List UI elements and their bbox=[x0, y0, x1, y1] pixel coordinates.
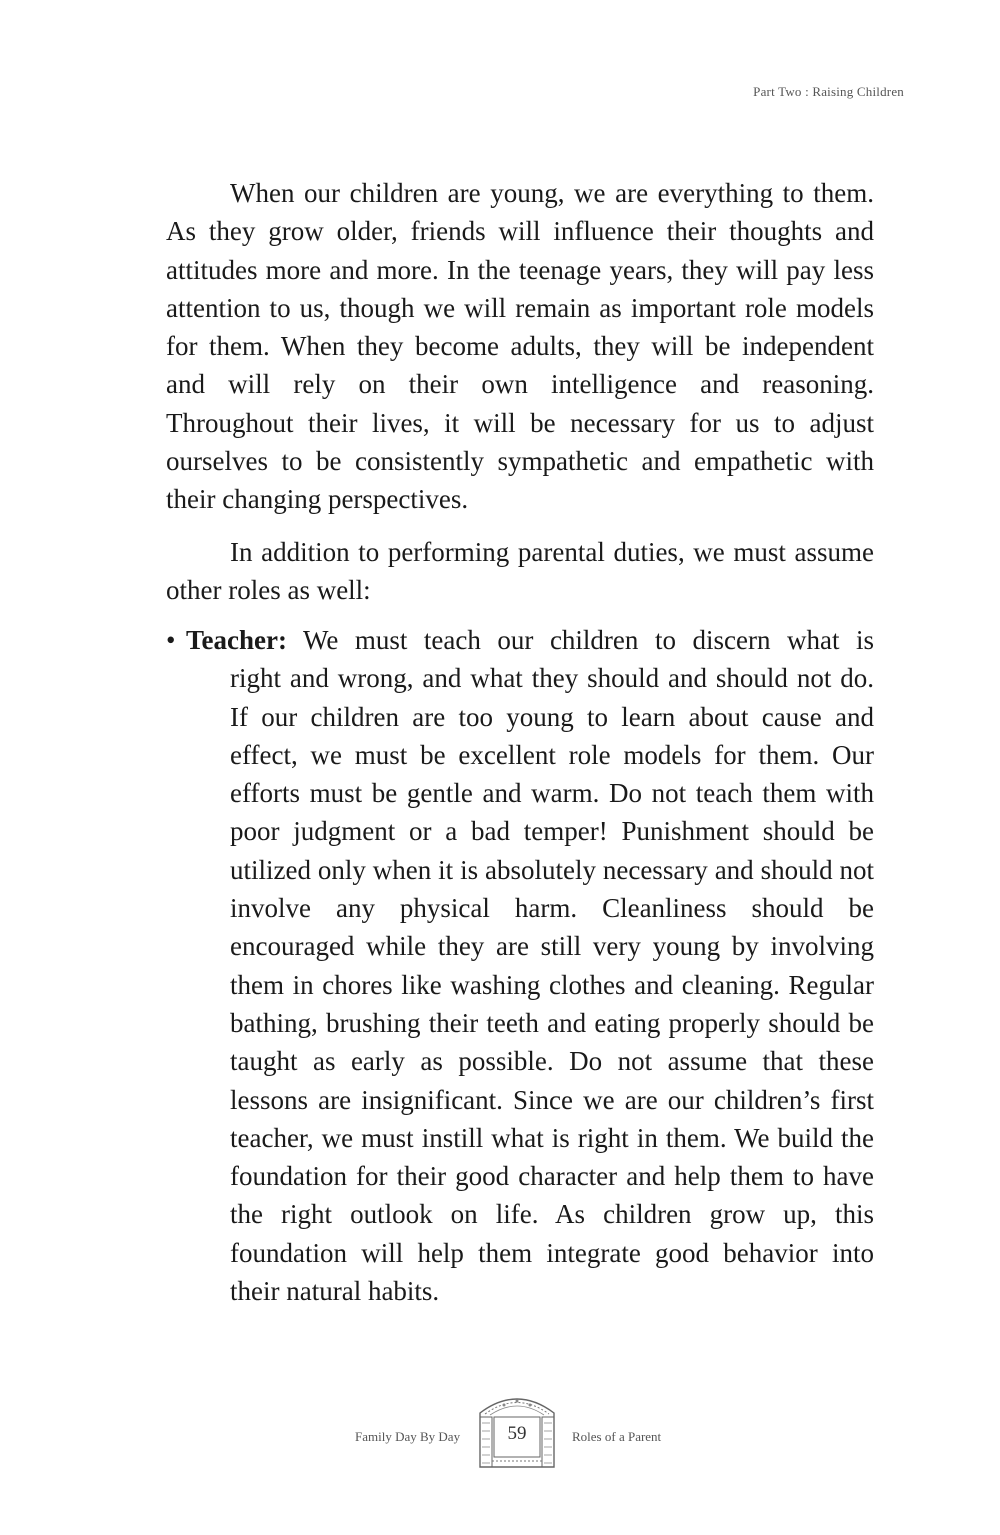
footer-book-title: Family Day By Day bbox=[355, 1429, 461, 1444]
page-number: 59 bbox=[507, 1423, 527, 1444]
paragraph-1-text: When our children are young, we are everything to them. As they grow older, friends will influence their thoughts and attitudes more and more. In the teenage years, they will pay less attention to us, though we will remain as important role models for them. When they become adults, they will be independent and will rely on their own intelligence and reasoning. Throughout their lives, it will be necessary for us to adjust ourselves to be consistently sympathetic and empathetic with their changing perspectives. bbox=[166, 178, 874, 515]
bullet-term: Teacher: bbox=[186, 625, 287, 655]
bullet-first-line-text: We must teach our children to discern what is bbox=[303, 625, 875, 655]
bullet-first-line bbox=[166, 621, 874, 659]
paragraph-2-text: In addition to performing parental duties, we must assume other roles as well: bbox=[166, 537, 874, 606]
paragraph-1 bbox=[166, 174, 874, 519]
footer-chapter-title: Roles of a Parent bbox=[572, 1429, 662, 1444]
bullet-item-teacher bbox=[166, 621, 874, 1310]
bullet-marker: • bbox=[166, 625, 176, 655]
running-header: Part Two : Raising Children bbox=[753, 84, 904, 99]
bullet-body-text: right and wrong, and what they should and should not do. If our children are too young to learn about cause and effect, we must be excellent role models for them. Our efforts must be gentle and warm. Do not teach them with poor judgment or a bad temper! Punishment should be utilized only when it is absolutely necessary and should not involve any physical harm. Cleanliness should be encouraged while they are still very young by involving them in chores like washing clothes and cleaning. Regular bathing, brushing their teeth and eating properly should be taught as early as possible. Do not assume that these lessons are insignificant. Since we are our children’s first teacher, we must instill what is right in them. We build the foundation for their good character and help them to have the right outlook on life. As children grow up, this foundation will help them integrate good behavior into their natural habits. bbox=[230, 663, 874, 1307]
page-footer bbox=[0, 1383, 1000, 1473]
paragraph-2 bbox=[166, 533, 874, 610]
